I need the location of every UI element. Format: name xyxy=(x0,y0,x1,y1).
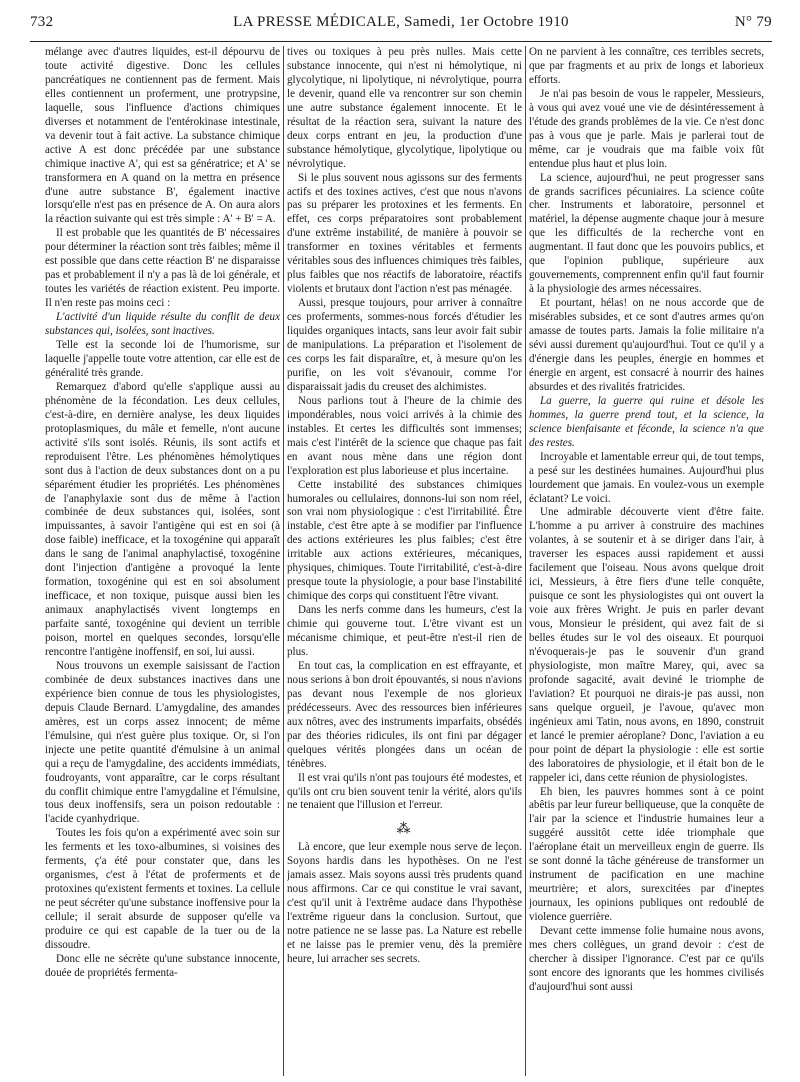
column-1 xyxy=(45,46,280,1076)
paragraph: Remarquez d'abord qu'elle s'applique aussi au phénomène de la fécondation. Les deux cellules, c'est-à-dire, en dernière analyse, les deux liquides protoplasmiques, du mâle et femelle, n'ont aucune activité s'ils sont isolés. Réunis, ils sont actifs et reproduisent l'être. Les phénomènes hémolytiques sont dus à l'action de deux substances dont on a pu séparément étudier les propriétés. Les phénomènes de l'anaphylaxie sont dus de même à l'action combinée de deux substances qui, isolées, sont impuissantes, à savoir l'antigène qui est en soi (à dose faible) inefficace, et la toxogénine qui apparaît dans le sang de l'animal anaphylactisé, toxogénine dont l'injection d'antigène a provoqué la lente formation, toxogénine qui est en soi absolument inefficace, et non toxique, puisque aussi bien les animaux anaphylactisés vivent longtemps en parfaite santé, toxogénine qui devient un terrible poison, mortel en quelques secondes, lorsqu'elle rencontre l'antigène inoffensif, en soi, lui aussi. xyxy=(45,380,280,658)
column-3 xyxy=(529,46,764,1076)
paragraph: Eh bien, les pauvres hommes sont à ce point abêtis par leur fureur belliqueuse, que la conquête de l'air par la science et l'industrie humaines leur a suggéré aussitôt cette idée triomphale que l'aéroplane était un merveilleux engin de guerre. Ils se sont donné la tâche généreuse de transformer un instrument de pacification en une machine meurtrière; et alors, surexcitées par d'ineptes journaux, les opinions publiques ont redoublé de violence guerrière. xyxy=(529,785,764,924)
paragraph: En tout cas, la complication en est effrayante, et nous serions à bon droit épouvantés, si nous n'avions pas devant nous l'exemple de nos glorieux prédécesseurs. Avec des ressources bien inférieures aux nôtres, avec des instruments imparfaits, obsédés par des théories ridicules, ils ont fini par dégager quelques vérités plongées dans un océan de ténèbres. xyxy=(287,659,522,770)
paragraph: Nous trouvons un exemple saisissant de l'action combinée de deux substances inactives dans une expérience bien connue de tous les physiologistes, depuis Claude Bernard. L'amygdaline, des amandes amères, est un corps assez innocent; de même l'émulsine, qui n'est guère plus toxique. Or, si l'on injecte une petite quantité d'émulsine à un animal qui a reçu de l'amygdaline, des accidents immédiats, foudroyants, vont apparaître, car le corps résultant du conflit chimique entre l'amygdaline et l'émulsine, tous deux inoffensifs, sera un poison redoutable : l'acide cyanhydrique. xyxy=(45,659,280,826)
paragraph: Devant cette immense folie humaine nous avons, mes chers collègues, un grand devoir : c'est de chercher à dissiper l'ignorance. C'est par ce qu'ils sont encore des ignorants que les hommes civilisés d'aujourd'hui sont aussi xyxy=(529,925,764,993)
paragraph: Incroyable et lamentable erreur qui, de tout temps, a pesé sur les destinées humaines. Aujourd'hui plus lourdement que jamais. En voulez-vous un exemple éclatant? Le voici. xyxy=(529,450,764,505)
header-rule xyxy=(30,41,772,42)
article-body xyxy=(45,46,765,1076)
issue-number: N° 79 xyxy=(734,14,772,30)
column-2 xyxy=(287,46,522,1076)
paragraph: tives ou toxiques à peu près nulles. Mais cette substance innocente, qui n'est ni hémolytique, ni glycolytique, ni lipolytique, ni névrolytique, pourra le devenir, quand elle va rencontrer sur son chemin une autre substance également innocente. Et le résultat de la réaction sera, suivant la nature des deux corps entrant en jeu, la production d'une substance hémolytique, glycolytique, lipolytique ou névrolytique. xyxy=(287,46,522,170)
paragraph: Une admirable découverte vient d'être faite. L'homme a pu arriver à construire des machines volantes, à se soutenir et à se diriger dans l'air, à traverser les espaces aussi rapidement et aussi facilement que l'oiseau. Nous avons quelque droit ici, Messieurs, à être fiers d'une telle conquête, puisque ce sont les physiologistes qui ont ouvert la voie aux frères Wright. Je puis en parler devant vous, Monsieur le président, qui avez fait de si belles études sur le vol des oiseaux. Et pourquoi n'évoquerais-je pas le souvenir d'un grand physiologiste, mon maître Marey, qui, avec sa profonde sagacité, avait deviné le triomphe de l'aviation? Et pourquoi ne dirais-je pas aussi, non sans quelque orgueil, je l'avoue, qu'avec mon ingénieux ami Tatin, nous avons, en 1890, construit et lancé le premier aéroplane? Donc, l'aviation a eu pour point de départ la physiologie : elle est sortie des laboratoires de physiologie, et il était bon de le rappeler ici, dans cette réunion de physiologistes. xyxy=(529,506,764,784)
paragraph: mélange avec d'autres liquides, est-il dépourvu de toute activité digestive. Donc les cellules pancréatiques ne contiennent pas de ferment. Mais elles contiennent un proferment, une protrypsine, laquelle, sous l'influence d'actions chimiques diverses et notamment de l'entérokinase intestinale, va devenir tout à fait active. La substance chimique active A est donc précédée par une substance chimique inactive A', qui est sa génératrice; et A' se transformera en A quand on la mettra en présence d'une autre substance B', également inactive lorsqu'elle n'est pas en présence de A. On aura alors la réaction suivante qui est très simple : A' + B' = A. xyxy=(45,46,280,226)
column-divider xyxy=(283,46,284,1076)
paragraph: Je n'ai pas besoin de vous le rappeler, Messieurs, à vous qui avez voué une vie de désintéressement à l'étude des grands problèmes de la vie. Ce n'est donc pas à vous que je parle. Mais je parlerai tout de même, car je voudrais que ma faible voix fût entendue plus haut et plus loin. xyxy=(529,87,764,170)
paragraph: La guerre, la guerre qui ruine et désole les hommes, la guerre prend tout, et la science, la science bienfaisante et féconde, la science n'a que des restes. xyxy=(529,394,764,449)
page-header xyxy=(30,14,772,38)
paragraph: Il est vrai qu'ils n'ont pas toujours été modestes, et qu'ils ont cru bien souvent tenir la vérité, alors qu'ils ne tenaient que l'illusion et l'erreur. xyxy=(287,771,522,812)
paragraph: Donc elle ne sécrète qu'une substance innocente, douée de propriétés fermenta- xyxy=(45,952,280,979)
paragraph: Et pourtant, hélas! on ne nous accorde que de misérables subsides, et ce sont d'autres armes qu'on amasse de toutes parts. Jamais la folie militaire n'a sévi aussi durement qu'aujourd'hui. Tout ce qu'il y a d'énergie dans les peuples, énergie en hommes et énergie en argent, est consacré à nourrir des haines absurdes et des rivalités fratricides. xyxy=(529,297,764,393)
paragraph: Dans les nerfs comme dans les humeurs, c'est la chimie qui gouverne tout. L'être vivant est un mécanisme chimique, et peut-être n'est-il rien de plus. xyxy=(287,604,522,658)
paragraph: Nous parlions tout à l'heure de la chimie des impondérables, nous voici arrivés à la chimie des instables. Et certes les difficultés sont immenses; mais c'est l'intérêt de la science que chaque pas fait en avant nous mène dans une région dont l'exploration est plus laborieuse et plus incertaine. xyxy=(287,394,522,477)
journal-title: LA PRESSE MÉDICALE, Samedi, 1er Octobre 1910 xyxy=(233,14,569,30)
paragraph: Toutes les fois qu'on a expérimenté avec soin sur les ferments et les toxo-albumines, si voisines des ferments, ç'a été pour constater que, dans les organismes, c'est à l'état de proferments et de protoxines qu'existent ferments et toxines. La cellule ne peut sécréter qu'une substance inoffensive pour la cellule; il serait absurde de supposer qu'elle va produire ce qui est capable de la tuer ou de la dissoudre. xyxy=(45,827,280,951)
paragraph: L'activité d'un liquide résulte du conflit de deux substances qui, isolées, sont inactives. xyxy=(45,311,280,338)
paragraph: Telle est la seconde loi de l'humorisme, sur laquelle j'appelle toute votre attention, car elle est de généralité très grande. xyxy=(45,339,280,379)
page-number: 732 xyxy=(30,14,54,30)
paragraph: Aussi, presque toujours, pour arriver à connaître ces proferments, sommes-nous forcés d'étudier les liquides organiques intacts, sans leur avoir fait subir de manipulations. La préparation et l'isolement de ces corps les fait disparaître, et, à mesure qu'on les purifie, on les voit s'évanouir, comme l'or disparaissait jadis du creuset des alchimistes. xyxy=(287,297,522,393)
section-separator: ⁂ xyxy=(396,822,413,838)
paragraph: Là encore, que leur exemple nous serve de leçon. Soyons hardis dans les hypothèses. On ne l'est jamais assez. Mais soyons aussi très prudents quand nous affirmons. Car ce qui constitue le vrai savant, c'est qu'il unit à l'extrême audace dans l'hypothèse l'extrême rigueur dans la conclusion. Surtout, que notre patience ne se lasse pas. La Nature est rebelle et ne laisse pas le premier venu, dès la première heure, lui arracher ses secrets. xyxy=(287,841,522,965)
paragraph: La science, aujourd'hui, ne peut progresser sans de grands sacrifices pécuniaires. La science coûte cher. Instruments et laboratoire, personnel et matériel, la dépense augmente chaque jour à mesure que les difficultés de la recherche vont en augmentant. Il faut donc que les pouvoirs publics, et que l'opinion publique, supérieure aux gouvernements, comprennent enfin qu'il faut fournir à la physiologie des armes nécessaires. xyxy=(529,171,764,296)
paragraph: Il est probable que les quantités de B' nécessaires pour déterminer la réaction sont très faibles; même il est possible que dans cette réaction B' ne disparaisse pas et probablement il n'y a pas là de loi générale, et toutes les variétés de réaction existent. Peu importe. Il n'en reste pas moins ceci : xyxy=(45,227,280,310)
paragraph: Cette instabilité des substances chimiques humorales ou cellulaires, donnons-lui son nom réel, son vrai nom physiologique : c'est l'irritabilité. Être instable, c'est être apte à se modifier par l'influence des actions extérieures les plus faibles; c'est être irritable aux actions extérieures, mécaniques, physiques, chimiques. Toute l'irritabilité, c'est-à-dire presque toute la physiologie, a pour base l'instabilité chimique des corps qui constituent l'être vivant. xyxy=(287,478,522,603)
column-divider xyxy=(525,46,526,1076)
paragraph: On ne parvient à les connaître, ces terribles secrets, que par fragments et au prix de longs et laborieux efforts. xyxy=(529,46,764,86)
paragraph: Si le plus souvent nous agissons sur des ferments actifs et des toxines actives, c'est que nous n'avons pas su préparer les protoxines et les ferments. En effet, ces corps préparatoires sont probablement d'une extrême instabilité, de manière à pouvoir se transformer en toxines véritables et ferments véritables sous des influences chimiques très faibles, plus faibles que nos réactifs de laboratoire, réactifs violents et brutaux dont l'action n'est pas ménagée. xyxy=(287,171,522,296)
